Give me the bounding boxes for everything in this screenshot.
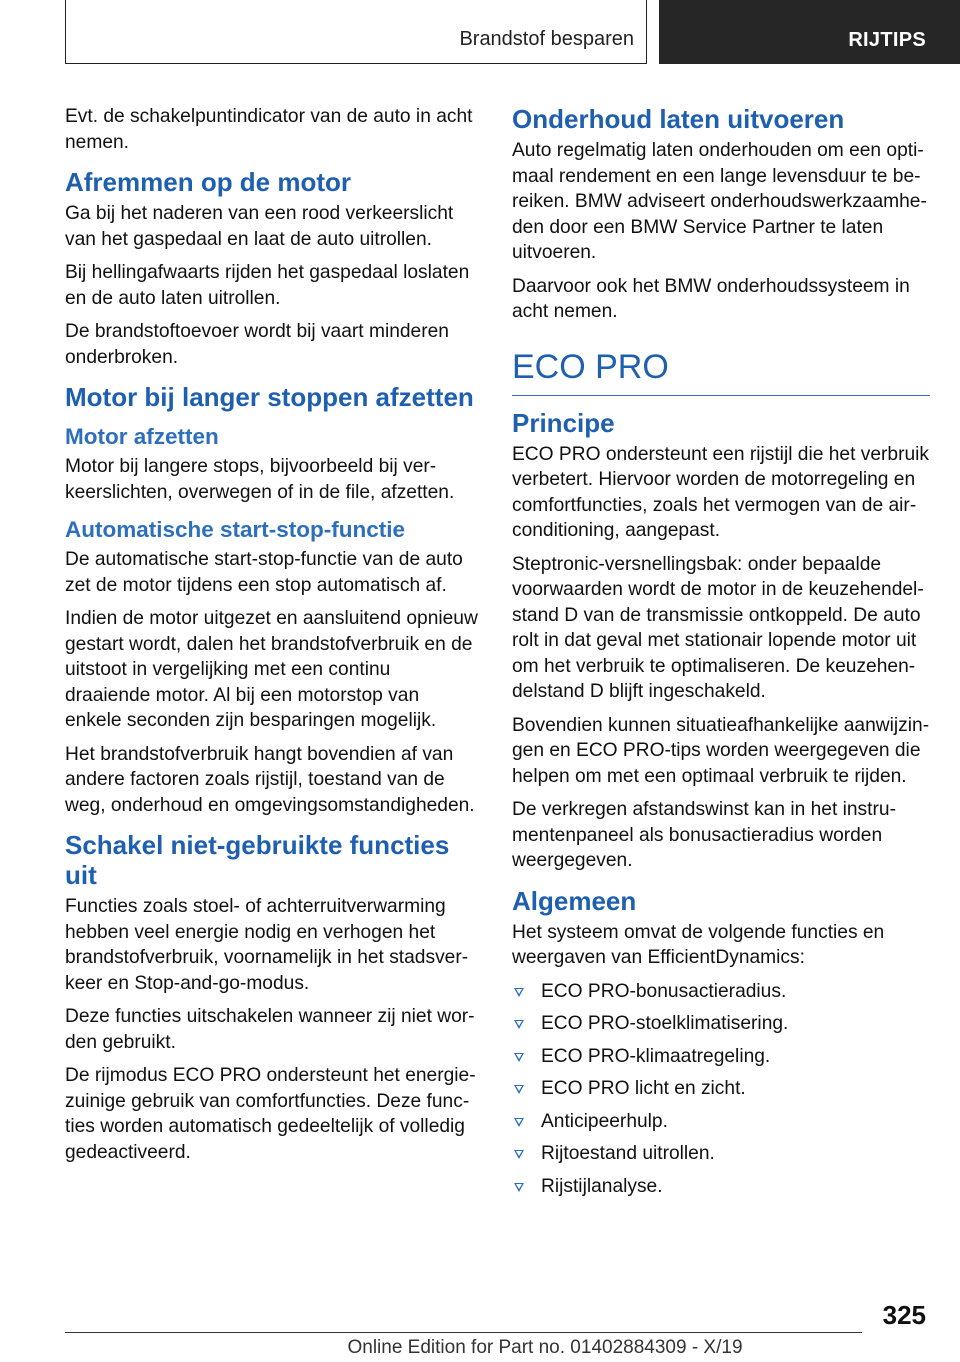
footer-edition: Online Edition for Part no. 01402884309 - X/19 bbox=[347, 1337, 743, 1358]
triangle-bullet-icon bbox=[514, 1150, 524, 1159]
paragraph: De automatische start-stop-functie van de auto zet de motor tijdens een stop automatisch af. bbox=[65, 549, 463, 596]
paragraph: ECO PRO ondersteunt een rijstijl die het verbruik verbetert. Hiervoor worden de motorregeling en comfortfuncties, zoals het vermogen van de airconditioning, aangepast. bbox=[512, 443, 929, 541]
paragraph: Indien de motor uitgezet en aansluitend opnieuw gestart wordt, dalen het brandstofverbruik en de uitstoot in vergelijking met een continu draaiende motor. Al bij een motorstop van enkele seconden zijn besparingen mogelijk. bbox=[65, 608, 478, 731]
paragraph: De verkregen afstandswinst kan in het instrumentenpaneel als bonusactieradius worden weergegeven. bbox=[512, 799, 896, 871]
list-item: ECO PRO-klimaatregeling. bbox=[512, 1044, 930, 1070]
heading-stoppen: Motor bij langer stoppen afzetten bbox=[65, 382, 474, 412]
list-item: Rijstijlanalyse. bbox=[512, 1174, 930, 1200]
list-item: ECO PRO-stoelklimatisering. bbox=[512, 1011, 930, 1037]
paragraph: Het brandstofverbruik hangt bovendien af van andere factoren zoals rijstijl, toestand van de weg, onderhoud en omgevingsomstandigheden. bbox=[65, 743, 475, 816]
paragraph: Auto regelmatig laten onderhouden om een optimaal rendement en een lange levensduur te bereiken. BMW adviseert onderhoudswerkzaamheden door een BMW Service Partner te laten uitvoeren. bbox=[512, 140, 927, 263]
heading-principe: Principe bbox=[512, 407, 615, 438]
paragraph: Steptronic-versnellingsbak: onder bepaalde voorwaarden wordt de motor in de keuzehendelstand D van de transmissie ontkoppeld. De auto rolt in dat geval met stationair lopende motor uit om het verbruik te optimaliseren. De keuzehendelstand D blijft ingeschakeld. bbox=[512, 553, 924, 702]
heading-afremmen: Afremmen op de motor bbox=[65, 167, 352, 197]
paragraph: Motor bij langere stops, bijvoorbeeld bij verkeerslichten, overwegen of in de file, afzetten. bbox=[65, 456, 455, 503]
list-item: ECO PRO licht en zicht. bbox=[512, 1076, 930, 1102]
list-item: Anticipeerhulp. bbox=[512, 1109, 930, 1135]
left-column bbox=[65, 100, 480, 1173]
heading-algemeen: Algemeen bbox=[512, 885, 637, 916]
right-column bbox=[512, 100, 930, 1206]
chapter-heading-eco-pro: ECO PRO bbox=[512, 347, 930, 396]
chapter-title: RIJTIPS bbox=[848, 29, 926, 51]
section-title: Brandstof besparen bbox=[459, 28, 634, 50]
paragraph: De rijmodus ECO PRO ondersteunt het energiezuinige gebruik van comfortfuncties. Deze functies worden automatisch gedeeltelijk of volledig gedeactiveerd. bbox=[65, 1065, 476, 1163]
paragraph: Functies zoals stoel- of achterruitverwarming hebben veel energie nodig en verhogen het brandstofverbruik, voornamelijk in het stadsverkeer en Stop-and-go-modus. bbox=[65, 896, 469, 994]
paragraph: Bovendien kunnen situatieafhankelijke aanwijzingen en ECO PRO-tips worden weergegeven die helpen om met een optimaal verbruik te rijden. bbox=[512, 714, 930, 787]
subheading-start-stop: Automatische start-stop-functie bbox=[65, 517, 406, 542]
paragraph: Bij hellingafwaarts rijden het gaspedaal loslaten en de auto laten uitrollen. bbox=[65, 262, 470, 309]
heading-schakel: Schakel niet-gebruikte functies uit bbox=[65, 830, 450, 890]
triangle-bullet-icon bbox=[514, 988, 524, 997]
list-item: ECO PRO-bonusactieradius. bbox=[512, 979, 930, 1005]
paragraph: Deze functies uitschakelen wanneer zij niet worden gebruikt. bbox=[65, 1006, 475, 1053]
paragraph: Het systeem omvat de volgende functies en weergaven van EfficientDynamics: bbox=[512, 921, 885, 968]
page-number: 325 bbox=[882, 1300, 926, 1330]
subheading-motor-afzetten: Motor afzetten bbox=[65, 424, 219, 449]
header-section-box bbox=[65, 0, 647, 64]
paragraph: De brandstoftoevoer wordt bij vaart minderen onderbroken. bbox=[65, 321, 449, 368]
heading-onderhoud: Onderhoud laten uitvoeren bbox=[512, 104, 845, 134]
triangle-bullet-icon bbox=[514, 1183, 524, 1192]
list-item: Rijtoestand uitrollen. bbox=[512, 1141, 930, 1167]
triangle-bullet-icon bbox=[514, 1020, 524, 1029]
paragraph: Daarvoor ook het BMW onderhoudssysteem in acht nemen. bbox=[512, 275, 910, 322]
footer-divider bbox=[65, 1332, 862, 1333]
intro-paragraph: Evt. de schakelpuntindicator van de auto in acht nemen. bbox=[65, 106, 473, 153]
feature-list bbox=[512, 979, 930, 1200]
triangle-bullet-icon bbox=[514, 1053, 524, 1062]
triangle-bullet-icon bbox=[514, 1118, 524, 1127]
paragraph: Ga bij het naderen van een rood verkeerslicht van het gaspedaal en laat de auto uitrollen. bbox=[65, 203, 454, 250]
triangle-bullet-icon bbox=[514, 1085, 524, 1094]
header-chapter-box bbox=[659, 0, 960, 64]
